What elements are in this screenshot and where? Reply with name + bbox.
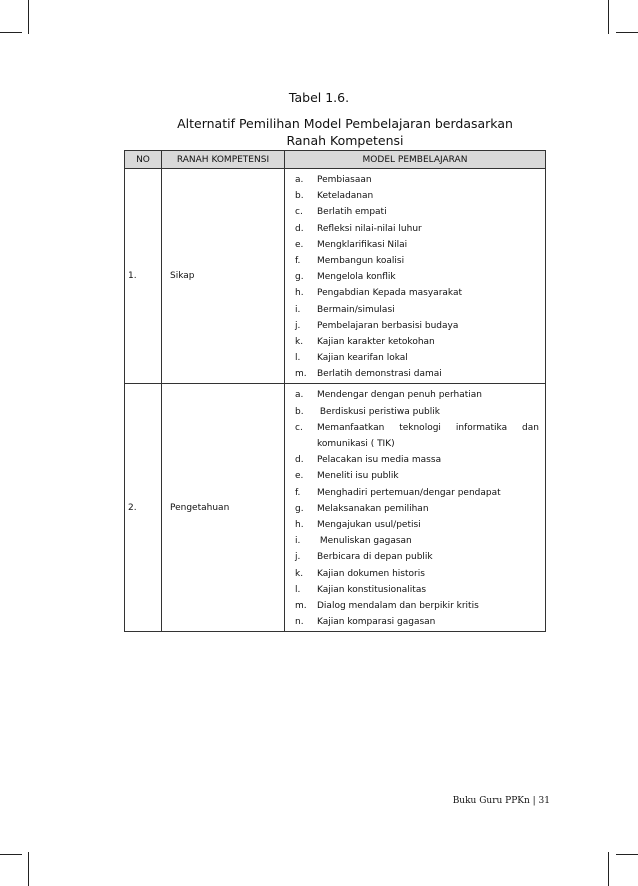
list-item-letter: h.	[295, 288, 304, 299]
list-item	[295, 517, 539, 533]
list-item	[295, 404, 539, 420]
list-item	[295, 221, 539, 237]
list-item	[295, 533, 539, 549]
crop-mark	[0, 854, 22, 855]
list-item-letter: e.	[295, 471, 304, 482]
list-item-text: komunikasi ( TIK)	[317, 439, 395, 449]
list-item	[295, 350, 539, 366]
list-item	[295, 285, 539, 301]
list-item-text: Mengklarifikasi Nilai	[317, 239, 408, 250]
row-number: 2.	[125, 384, 162, 632]
list-item-letter: k.	[295, 336, 304, 347]
crop-mark	[608, 0, 609, 34]
list-item	[295, 302, 539, 318]
list-item-text: Mengajukan usul/petisi	[317, 519, 421, 530]
list-item	[295, 387, 539, 403]
table-caption-title: Tabel 1.6.	[288, 90, 350, 105]
list-item	[295, 598, 539, 614]
list-item-letter: l.	[295, 353, 301, 364]
list-item-letter: c.	[295, 207, 303, 218]
list-item-letter: m.	[295, 369, 307, 380]
crop-mark	[616, 854, 638, 855]
list-item-text: Dialog mendalam dan berpikir kritis	[317, 600, 479, 611]
table-row	[125, 384, 546, 632]
header-ranah: RANAH KOMPETENSI	[162, 151, 285, 169]
list-item-text: Pelacakan isu media massa	[317, 455, 442, 466]
list-item	[295, 614, 539, 630]
list-item-text: Refleksi nilai-nilai luhur	[317, 223, 422, 234]
list-item-text: Membangun koalisi	[317, 255, 405, 266]
list-item-letter: k.	[295, 568, 304, 579]
list-item-text: Meneliti isu publik	[317, 471, 399, 482]
list-item-text: Berbicara di depan publik	[317, 552, 433, 563]
crop-mark	[28, 852, 29, 886]
list-item-letter: e.	[295, 239, 304, 250]
list-item-letter: m.	[295, 600, 307, 611]
list-item-letter: l.	[295, 584, 301, 595]
list-item-text: Bermain/simulasi	[317, 304, 395, 315]
list-item-text: Berlatih demonstrasi damai	[317, 369, 442, 380]
list-item	[295, 172, 539, 188]
list-item-letter: g.	[295, 503, 304, 514]
list-item-letter: i.	[295, 536, 301, 547]
row-competency: Sikap	[162, 169, 285, 384]
list-item-text: Pengabdian Kepada masyarakat	[317, 288, 463, 299]
list-item-text: Kajian komparasi gagasan	[317, 617, 436, 628]
justified-word: Memanfaatkan	[317, 422, 385, 433]
justified-word: informatika	[455, 422, 508, 433]
list-item-letter: j.	[295, 552, 301, 563]
list-item-text: Mengelola konflik	[317, 272, 396, 283]
header-no: NO	[125, 151, 162, 169]
list-item-letter: b.	[295, 191, 304, 202]
list-item-letter: d.	[295, 455, 304, 466]
list-item	[295, 269, 539, 285]
page-footer: Buku Guru PPKn | 31	[452, 796, 550, 806]
list-item	[295, 485, 539, 501]
header-model: MODEL PEMBELAJARAN	[285, 151, 546, 169]
list-item-letter: n.	[295, 617, 304, 628]
list-item-text: Pembelajaran berbasisi budaya	[317, 320, 459, 331]
row-number: 1.	[125, 169, 162, 384]
list-item-text: Kajian konstitusionalitas	[317, 584, 427, 595]
row-models	[285, 169, 546, 384]
list-item-text: Kajian kearifan lokal	[317, 353, 408, 364]
list-item	[295, 566, 539, 582]
list-item-letter: d.	[295, 223, 304, 234]
list-item	[295, 188, 539, 204]
justified-word: dan	[522, 422, 539, 433]
crop-mark	[0, 32, 22, 33]
list-item-text: Mendengar dengan penuh perhatian	[317, 390, 482, 401]
list-item	[295, 549, 539, 565]
list-item-letter: a.	[295, 175, 304, 185]
list-item-text: Melaksanakan pemilihan	[317, 503, 429, 514]
table-row	[125, 169, 546, 384]
list-item-letter: h.	[295, 519, 304, 530]
justified-word: teknologi	[399, 422, 441, 433]
list-item-letter: f.	[295, 487, 301, 498]
list-item	[295, 366, 539, 382]
crop-mark	[616, 32, 638, 33]
table-header-row	[125, 151, 546, 169]
list-item-text: Kajian karakter ketokohan	[317, 336, 435, 347]
list-item	[295, 237, 539, 253]
list-item	[295, 468, 539, 484]
list-item-text: Berlatih empati	[317, 207, 387, 218]
list-item-letter: a.	[295, 390, 304, 401]
crop-mark	[28, 0, 29, 34]
list-item	[295, 436, 539, 452]
list-item-letter: g.	[295, 272, 304, 283]
row-competency: Pengetahuan	[162, 384, 285, 632]
list-item-text: Menghadiri pertemuan/dengar pendapat	[317, 487, 501, 498]
row-models	[285, 384, 546, 632]
list-item	[295, 452, 539, 468]
list-item	[295, 253, 539, 269]
list-item-text: Keteladanan	[317, 191, 374, 202]
list-item	[295, 318, 539, 334]
list-item-letter: f.	[295, 255, 301, 266]
crop-mark	[608, 852, 609, 886]
list-item-letter: i.	[295, 304, 301, 315]
list-item-text	[317, 420, 539, 436]
list-item-letter: j.	[295, 320, 301, 331]
list-item-letter: c.	[295, 422, 303, 433]
list-item	[295, 501, 539, 517]
list-item	[295, 334, 539, 350]
list-item	[295, 582, 539, 598]
list-item	[295, 204, 539, 220]
list-item-text: Pembiasaan	[317, 175, 372, 185]
list-item	[295, 420, 539, 436]
list-item-text: Berdiskusi peristiwa publik	[317, 406, 440, 417]
table-caption-subtitle: Alternatif Pemilihan Model Pembelajaran berdasarkan Ranah Kompetensi	[177, 116, 513, 148]
list-item-text: Menuliskan gagasan	[317, 536, 412, 547]
competency-table	[124, 150, 546, 632]
list-item-letter: b.	[295, 406, 304, 417]
list-item-text: Kajian dokumen historis	[317, 568, 425, 579]
